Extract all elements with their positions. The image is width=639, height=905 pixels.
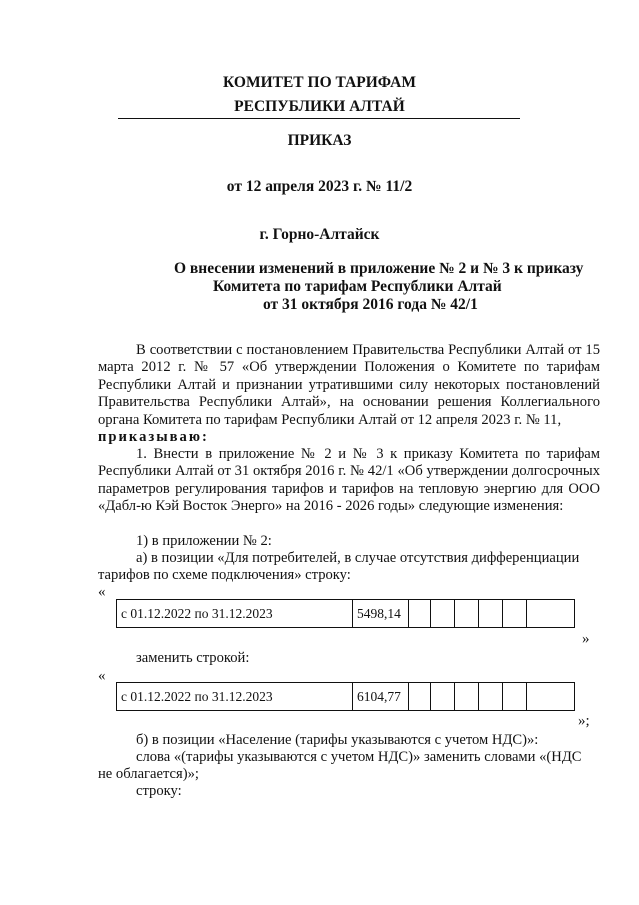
empty-cell: [479, 683, 503, 711]
item-1-paragraph: 1. Внести в приложение № 2 и № 3 к приказу Комитета по тарифам Республики Алтай от 31 октября 2016 г. № 42/1 «Об утверждении долгосрочных параметров регулирования тарифов и тарифов на тепловую энергию для ООО «Дабл-ю Кэй Восток Энерго» на 2016 - 2026 годы» следующие изменения:: [98, 446, 600, 515]
subitem-1b: б) в позиции «Население (тарифы указываются с учетом НДС)»:: [136, 732, 539, 748]
words-replace-line1: слова «(тарифы указываются с учетом НДС)» заменить словами «(НДС: [136, 749, 582, 765]
subject-line2: Комитета по тарифам Республики Алтай: [213, 278, 502, 295]
period-cell: с 01.12.2022 по 31.12.2023: [117, 600, 353, 628]
subitem-1: 1) в приложении № 2:: [136, 533, 272, 549]
value-cell: 6104,77: [353, 683, 409, 711]
quote-open-1: «: [98, 584, 106, 600]
quote-close-1: »: [582, 631, 590, 647]
header-rule: [118, 118, 520, 119]
quote-close-2: »;: [578, 713, 590, 729]
subject-line3: от 31 октября 2016 года № 42/1: [263, 296, 478, 313]
value-cell: 5498,14: [353, 600, 409, 628]
quote-open-2: «: [98, 668, 106, 684]
preamble-paragraph: В соответствии с постановлением Правительства Республики Алтай от 15 марта 2012 г. № 57 «Об утверждении Положения о Комитете по тарифам Республики Алтай и признании утратившими силу некоторых постановлений Правительства Республики Алтай», на основании решения Коллегиального органа Комитета по тарифам Республики Алтай от 12 апреля 2023 г. № 11,: [98, 342, 600, 428]
empty-cell: [455, 600, 479, 628]
empty-cell: [527, 683, 575, 711]
words-replace-line2: не облагается)»;: [98, 766, 199, 782]
doc-type: ПРИКАЗ: [287, 132, 352, 149]
empty-cell: [503, 600, 527, 628]
doc-date-number: от 12 апреля 2023 г. № 11/2: [226, 178, 413, 195]
empty-cell: [479, 600, 503, 628]
row-word-line: строку:: [136, 783, 182, 799]
subject-line1: О внесении изменений в приложение № 2 и № 3 к приказу: [174, 260, 584, 277]
orders-word: приказываю:: [98, 429, 209, 445]
empty-cell: [431, 683, 455, 711]
table-row: [117, 683, 575, 711]
doc-city: г. Горно-Алтайск: [259, 226, 380, 243]
empty-cell: [527, 600, 575, 628]
empty-cell: [455, 683, 479, 711]
subitem-1a-line2: тарифов по схеме подключения» строку:: [98, 567, 351, 583]
subitem-1a-line1: а) в позиции «Для потребителей, в случае отсутствия дифференциации: [136, 550, 580, 566]
empty-cell: [409, 600, 431, 628]
org-name-line1: КОМИТЕТ ПО ТАРИФАМ: [223, 74, 416, 91]
period-cell: с 01.12.2022 по 31.12.2023: [117, 683, 353, 711]
replace-with-line: заменить строкой:: [136, 650, 250, 666]
empty-cell: [431, 600, 455, 628]
org-name-line2: РЕСПУБЛИКИ АЛТАЙ: [234, 98, 405, 115]
empty-cell: [409, 683, 431, 711]
tariff-table-new: [116, 682, 575, 711]
table-row: [117, 600, 575, 628]
empty-cell: [503, 683, 527, 711]
tariff-table-old: [116, 599, 575, 628]
